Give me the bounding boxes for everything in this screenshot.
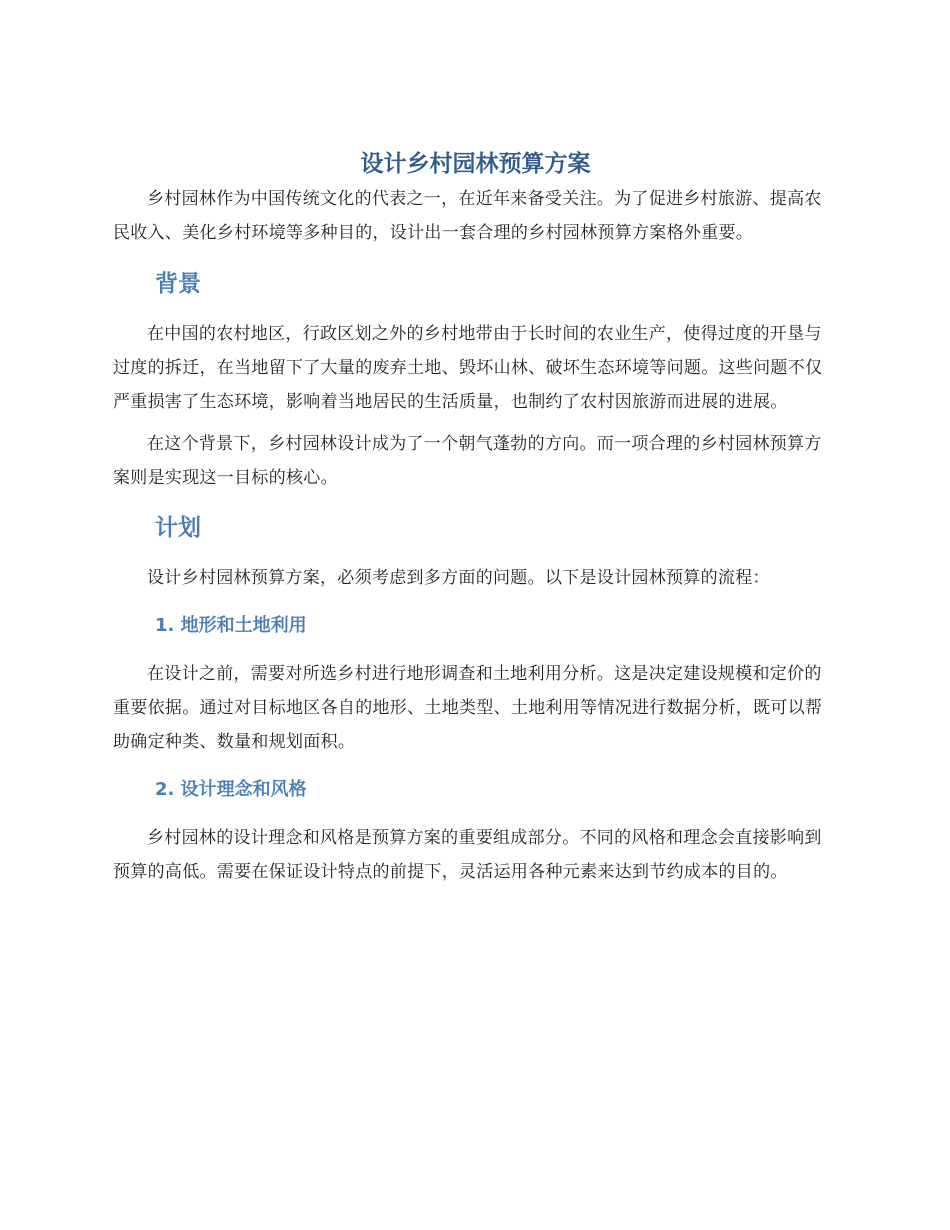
subsection-heading-terrain: 1. 地形和土地利用 [155,615,307,636]
background-paragraph-1: 在中国的农村地区，行政区划之外的乡村地带由于长时间的农业生产，使得过度的开垦与过度的拆迁，在当地留下了大量的废弃土地、毁坏山林、破坏生态环境等问题。这些问题不仅严重损害了生态环境，影响着当地居民的生活质量，也制约了农村因旅游而进展的进展。 [113,324,823,412]
terrain-paragraph: 在设计之前，需要对所选乡村进行地形调查和土地利用分析。这是决定建设规模和定价的重要依据。通过对目标地区各自的地形、土地类型、土地利用等情况进行数据分析，既可以帮助确定种类、数量和规划面积。 [113,664,823,752]
section-heading-background: 背景 [155,271,201,297]
subsection-heading-design-concept: 2. 设计理念和风格 [155,779,307,800]
plan-paragraph: 设计乡村园林预算方案，必须考虑到多方面的问题。以下是设计园林预算的流程： [147,568,770,588]
intro-paragraph: 乡村园林作为中国传统文化的代表之一，在近年来备受关注。为了促进乡村旅游、提高农民收入、美化乡村环境等多种目的，设计出一套合理的乡村园林预算方案格外重要。 [113,189,822,243]
background-paragraph-2: 在这个背景下，乡村园林设计成为了一个朝气蓬勃的方向。而一项合理的乡村园林预算方案则是实现这一目标的核心。 [113,434,822,488]
section-heading-plan: 计划 [155,515,201,541]
design-concept-paragraph: 乡村园林的设计理念和风格是预算方案的重要组成部分。不同的风格和理念会直接影响到预算的高低。需要在保证设计特点的前提下，灵活运用各种元素来达到节约成本的目的。 [113,828,822,882]
document-body [113,148,838,889]
document-title: 设计乡村园林预算方案 [360,151,591,177]
